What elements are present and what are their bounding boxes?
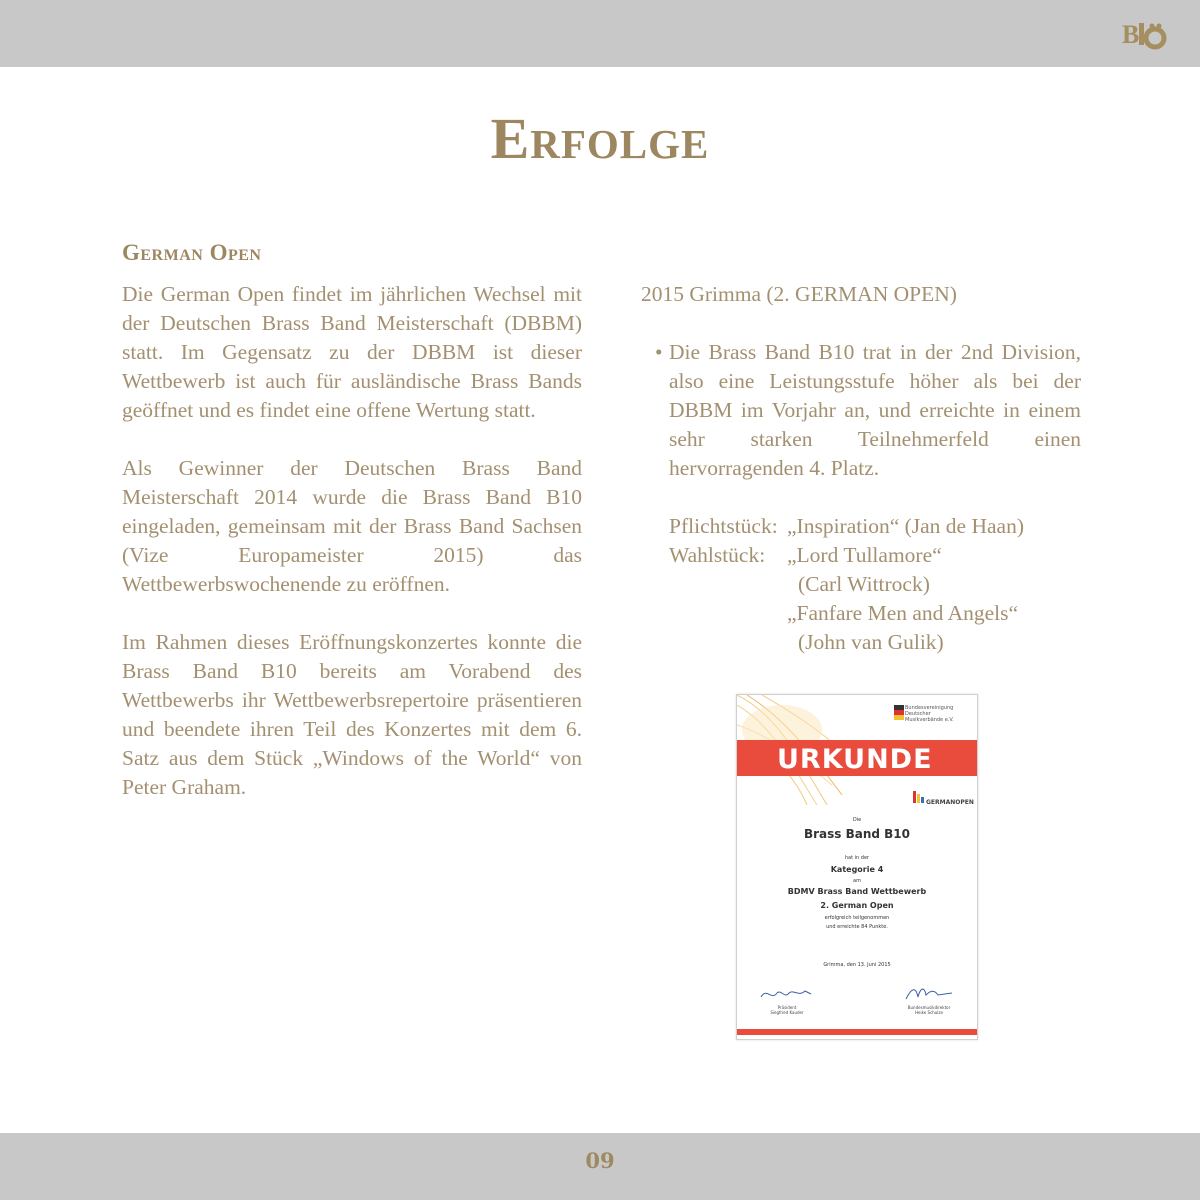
signature-right-icon — [902, 983, 957, 1003]
cert-date: Grimma, den 13. Juni 2015 — [823, 962, 891, 968]
svg-text:B: B — [1122, 20, 1140, 49]
b10-logo-icon — [1122, 18, 1170, 52]
cert-hat: hat in der — [844, 855, 870, 861]
cert-am: am — [853, 878, 861, 884]
cert-die: Die — [852, 817, 862, 823]
paragraph: Im Rahmen dieses Eröffnungskonzertes konnte die Brass Band B10 bereits am Vorabend des Wettbewerbs ihr Wettbewerbsrepertoire präsentieren und beendete ihren Teil des Konzertes mit dem 6. Satz aus dem Stück „Windows of the World“ von Peter Graham. — [122, 630, 582, 799]
pflicht-row — [669, 512, 1081, 541]
bdmv-flag-icon — [894, 705, 904, 721]
german-open-logo-text: GERMANOPEN — [926, 799, 974, 806]
cert-kategorie: Kategorie 4 — [830, 865, 884, 874]
signature-left-icon — [759, 985, 814, 1003]
cert-band-name: Brass Band B10 — [803, 827, 911, 841]
page-number: 09 — [585, 1148, 615, 1173]
certificate-image — [736, 694, 978, 1040]
certificate-bottom-strip — [737, 1029, 977, 1035]
paragraph: Die German Open findet im jährlichen Wechsel mit der Deutschen Brass Band Meisterschaft (DBBM) statt. Im Gegensatz zu der DBBM ist dieser Wettbewerb ist auch für ausländische Brass Bands geöffnet und es findet eine offene Wertung statt. — [122, 282, 582, 422]
signature-name: Siegfried Kauder — [770, 1010, 804, 1015]
section-heading: German Open — [122, 240, 262, 265]
org-line: Bundesvereinigung — [905, 705, 954, 711]
wahl-composer-1: (Carl Wittrock) — [798, 572, 930, 596]
bullet-item — [655, 338, 1081, 483]
certificate-heading: URKUNDE — [777, 744, 933, 775]
pflicht-piece: „Inspiration“ (Jan de Haan) — [787, 514, 1024, 538]
signature-name: Heike Schulze — [915, 1010, 943, 1015]
pieces-list — [669, 512, 1081, 657]
paragraph: Als Gewinner der Deutschen Brass Band Meisterschaft 2014 wurde die Brass Band B10 eingeladen, gemeinsam mit der Brass Band Sachsen (Vize Europameister 2015) das Wettbewerbswochenende zu eröffnen. — [122, 456, 582, 596]
cert-punkte: und erreichte 84 Punkte. — [826, 924, 888, 930]
cert-teil: erfolgreich teilgenommen — [824, 915, 890, 921]
signature-right-label — [899, 1005, 959, 1015]
cert-edition: 2. German Open — [820, 901, 894, 910]
wahl-row — [669, 541, 1081, 570]
right-column — [641, 280, 1081, 657]
signature-role: Bundesmusikdirektor — [907, 1005, 951, 1010]
pflicht-label: Pflichtstück: — [669, 514, 778, 538]
bullet-marker: • — [655, 340, 663, 364]
signature-role: Präsident — [777, 1005, 797, 1010]
page-title: Erfolge — [490, 106, 710, 171]
cert-wettbewerb: BDMV Brass Band Wettbewerb — [787, 887, 927, 896]
org-line: Musikverbände e.V. — [905, 717, 954, 723]
wahl-label: Wahlstück: — [669, 543, 766, 567]
org-line: Deutscher — [905, 711, 931, 717]
certificate-org — [905, 705, 971, 723]
wahl-composer-2: (John van Gulik) — [798, 630, 944, 654]
top-bar — [0, 0, 1200, 67]
wahl-piece-1: „Lord Tullamore“ — [787, 543, 942, 567]
year-line: 2015 Grimma (2. GERMAN OPEN) — [641, 282, 957, 306]
left-column — [122, 280, 582, 831]
bullet-text: Die Brass Band B10 trat in der 2nd Division, also eine Leistungsstufe höher als bei der DBBM im Vorjahr an, und erreichte in einem sehr starken Teilnehmerfeld einen hervorragenden 4. Platz. — [669, 340, 1081, 480]
wahl-piece-2: „Fanfare Men and Angels“ — [787, 601, 1019, 625]
signature-left-label — [757, 1005, 817, 1015]
